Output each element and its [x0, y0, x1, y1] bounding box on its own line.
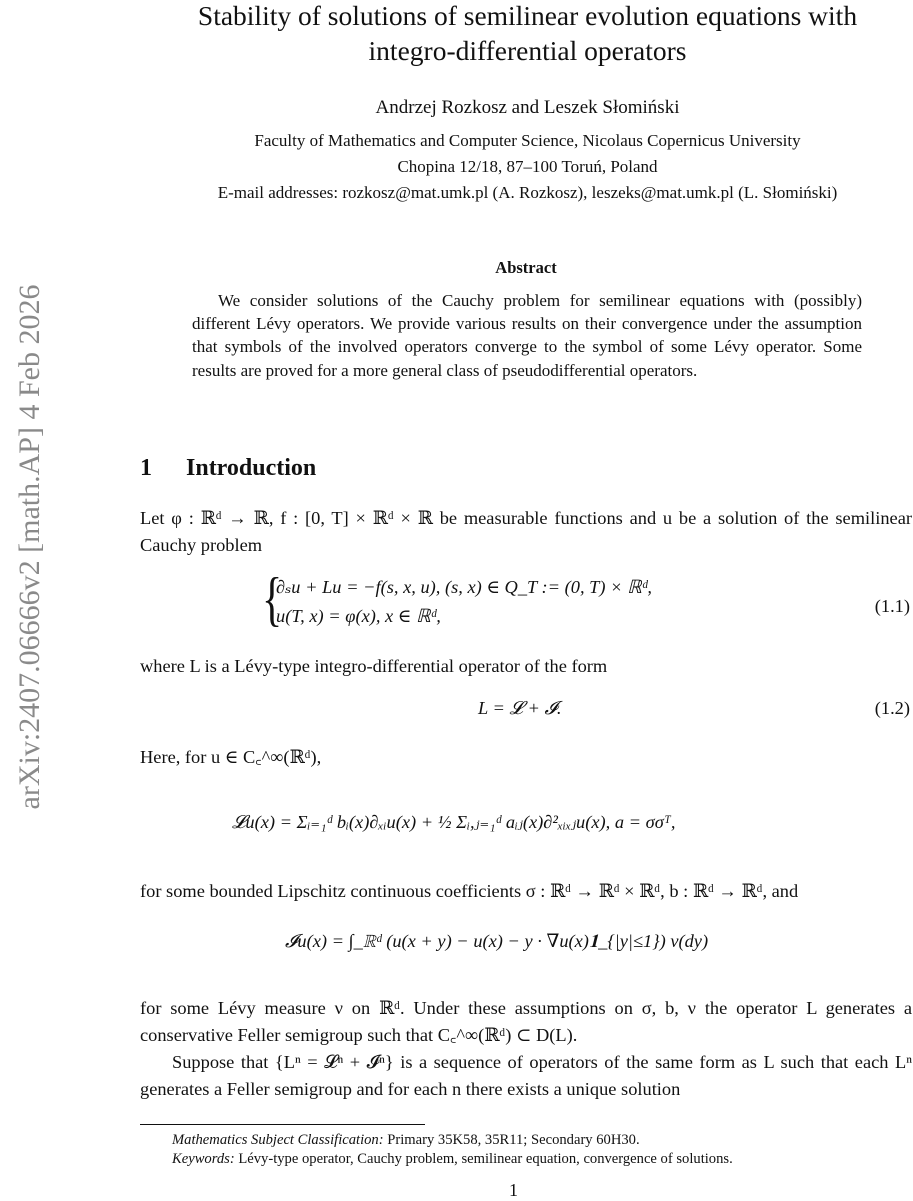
footnote-keywords [172, 1150, 733, 1169]
abstract-heading: Abstract [495, 258, 557, 277]
paragraph-coefficients: for some bounded Lipschitz continuous coefficients σ : ℝᵈ → ℝᵈ × ℝᵈ, b : ℝᵈ → ℝᵈ, and [140, 881, 799, 901]
equation-line-2: u(T, x) = φ(x), x ∈ ℝᵈ, [276, 606, 441, 626]
authors: Andrzej Rozkosz and Leszek Słomiński [375, 97, 680, 118]
arxiv-identifier-stamp: arXiv:2407.06666v2 [math.AP] 4 Feb 2026 [13, 284, 46, 810]
affiliation-line: Faculty of Mathematics and Computer Science, Nicolaus Copernicus University [254, 131, 801, 150]
paragraph-here: Here, for u ∈ C꜀^∞(ℝᵈ), [140, 747, 322, 767]
msc-text: Primary 35K58, 35R11; Secondary 60H30. [383, 1132, 640, 1148]
keywords-text: Lévy-type operator, Cauchy problem, semilinear equation, convergence of solutions. [234, 1151, 733, 1167]
msc-label: Mathematics Subject Classification: [172, 1132, 384, 1148]
paragraph-sequence: Suppose that {Lⁿ = 𝓛ⁿ + 𝓘ⁿ} is a sequence of operators of the same form as L such that each Lⁿ generates a Feller semigroup and for each n there exists a unique solution [140, 1052, 912, 1099]
left-brace: { [262, 566, 283, 632]
title-line-2: integro-differential operators [368, 35, 687, 66]
keywords-label: Keywords: [172, 1151, 235, 1167]
address-line: Chopina 12/18, 87–100 Toruń, Poland [397, 157, 658, 176]
paragraph-intro: Let φ : ℝᵈ → ℝ, f : [0, T] × ℝᵈ × ℝ be measurable functions and u be a solution of the semilinear Cauchy problem [140, 508, 912, 555]
section-title: Introduction [186, 455, 317, 481]
paper-title [130, 0, 913, 68]
section-heading [140, 455, 316, 482]
equation-number-1-1: (1.1) [874, 596, 910, 616]
email-line: E-mail addresses: rozkosz@mat.umk.pl (A. Rozkosz), leszeks@mat.umk.pl (L. Słomiński) [217, 183, 838, 202]
footnote-msc [172, 1131, 640, 1150]
page-number: 1 [509, 1180, 518, 1200]
title-line-1: Stability of solutions of semilinear evolution equations with [197, 0, 858, 31]
paragraph-operator: where L is a Lévy-type integro-differential operator of the form [140, 656, 608, 676]
equation-generator-local: 𝓛u(x) = Σᵢ₌₁ᵈ bᵢ(x)∂ₓᵢu(x) + ½ Σᵢ,ⱼ₌₁ᵈ aᵢⱼ(x)∂²ₓᵢₓⱼu(x), a = σσᵀ, [232, 812, 676, 832]
section-number: 1 [140, 455, 152, 481]
equation-number-1-2: (1.2) [874, 698, 910, 718]
footnote-rule [140, 1124, 425, 1125]
equation-line-1: ∂ₛu + Lu = −f(s, x, u), (s, x) ∈ Q_T := (0, T) × ℝᵈ, [276, 577, 652, 597]
abstract-text: We consider solutions of the Cauchy problem for semilinear equations with (possibly) different Lévy operators. We provide various results on their convergence under the assumption that symbols of the involved operators converge to the symbol of some Lévy operator. Some results are proved for a more general class of pseudodifferential operators. [192, 291, 862, 380]
equation-generator-jump: 𝓘u(x) = ∫_ℝᵈ (u(x + y) − u(x) − y · ∇u(x)𝟏_{|y|≤1}) ν(dy) [285, 931, 709, 951]
equation-1-2: L = 𝓛 + 𝓘. [478, 698, 562, 718]
paragraph-levy-measure: for some Lévy measure ν on ℝᵈ. Under these assumptions on σ, b, ν the operator L generates a conservative Feller semigroup such that C꜀^∞(ℝᵈ) ⊂ D(L). [140, 998, 912, 1045]
